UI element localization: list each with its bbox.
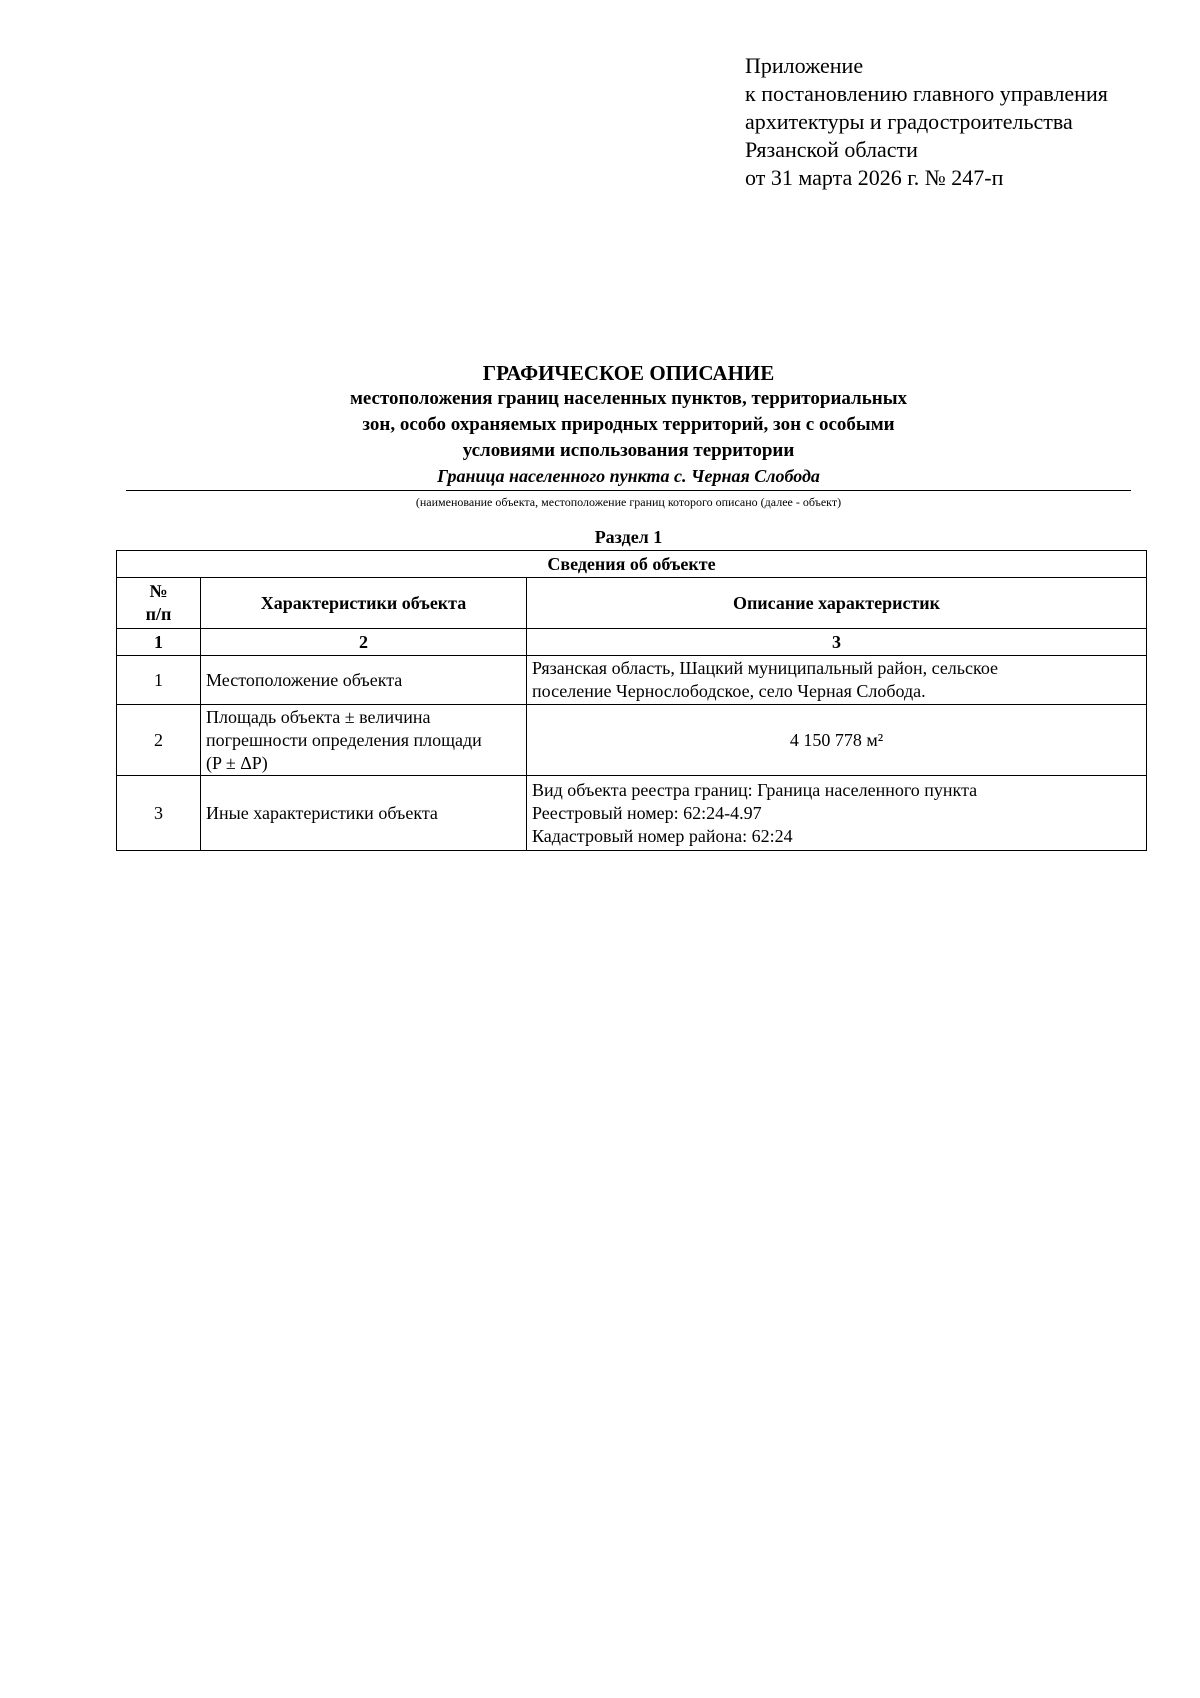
table-row bbox=[117, 776, 1147, 851]
row-characteristic bbox=[201, 705, 527, 776]
section-title: Раздел 1 bbox=[594, 527, 663, 547]
row-number: 1 bbox=[117, 656, 201, 705]
row-number: 2 bbox=[117, 705, 201, 776]
object-name-underline bbox=[126, 490, 1131, 491]
subtitle-line: условиями использования территории bbox=[462, 440, 795, 461]
column-number: 2 bbox=[201, 629, 527, 656]
column-header-characteristics: Характеристики объекта bbox=[201, 578, 527, 629]
table-row bbox=[117, 705, 1147, 776]
row-description bbox=[527, 776, 1147, 851]
object-name: Граница населенного пункта с. Черная Слобода bbox=[437, 466, 820, 486]
subtitle-line: зон, особо охраняемых природных территорий, зон с особыми bbox=[362, 414, 895, 435]
document-heading bbox=[126, 360, 1131, 511]
characteristic-line: (P ± ΔP) bbox=[206, 752, 268, 773]
row-number: 3 bbox=[117, 776, 201, 851]
row-characteristic: Местоположение объекта bbox=[201, 656, 527, 705]
document-title: ГРАФИЧЕСКОЕ ОПИСАНИЕ bbox=[482, 361, 775, 385]
annex-line: от 31 марта 2026 г. № 247-п bbox=[745, 165, 1004, 190]
annex-line: Приложение bbox=[745, 53, 864, 78]
object-name-note: (наименование объекта, местоположение границ которого описано (далее - объект) bbox=[415, 495, 842, 509]
table-caption: Сведения об объекте bbox=[117, 551, 1147, 578]
row-description: 4 150 778 м² bbox=[527, 705, 1147, 776]
row-description bbox=[527, 656, 1147, 705]
description-line: Реестровый номер: 62:24-4.97 bbox=[532, 802, 762, 823]
column-header-description: Описание характеристик bbox=[527, 578, 1147, 629]
column-header-num bbox=[117, 578, 201, 629]
object-info-table bbox=[116, 550, 1147, 851]
row-characteristic: Иные характеристики объекта bbox=[201, 776, 527, 851]
column-number-row bbox=[117, 629, 1147, 656]
description-line: поселение Чернослободское, село Черная Слобода. bbox=[532, 681, 926, 701]
column-header-num-line: п/п bbox=[145, 604, 172, 624]
annex-line: архитектуры и градостроительства bbox=[745, 109, 1073, 134]
subtitle-line: местоположения границ населенных пунктов, территориальных bbox=[349, 388, 908, 409]
characteristic-line: Площадь объекта ± величина bbox=[206, 706, 431, 727]
table-header-row bbox=[117, 578, 1147, 629]
column-number: 3 bbox=[527, 629, 1147, 656]
document-subtitle bbox=[126, 386, 1131, 464]
description-line: Рязанская область, Шацкий муниципальный район, сельское bbox=[532, 658, 999, 678]
table-row bbox=[117, 656, 1147, 705]
annex-line: к постановлению главного управления bbox=[745, 81, 1108, 106]
characteristic-line: погрешности определения площади bbox=[206, 729, 482, 750]
annex-header bbox=[745, 52, 1185, 192]
column-header-num-line: № bbox=[149, 581, 168, 601]
description-line: Кадастровый номер района: 62:24 bbox=[532, 825, 793, 846]
annex-line: Рязанской области bbox=[745, 137, 918, 162]
column-number: 1 bbox=[117, 629, 201, 656]
description-line: Вид объекта реестра границ: Граница населенного пункта bbox=[532, 779, 978, 800]
